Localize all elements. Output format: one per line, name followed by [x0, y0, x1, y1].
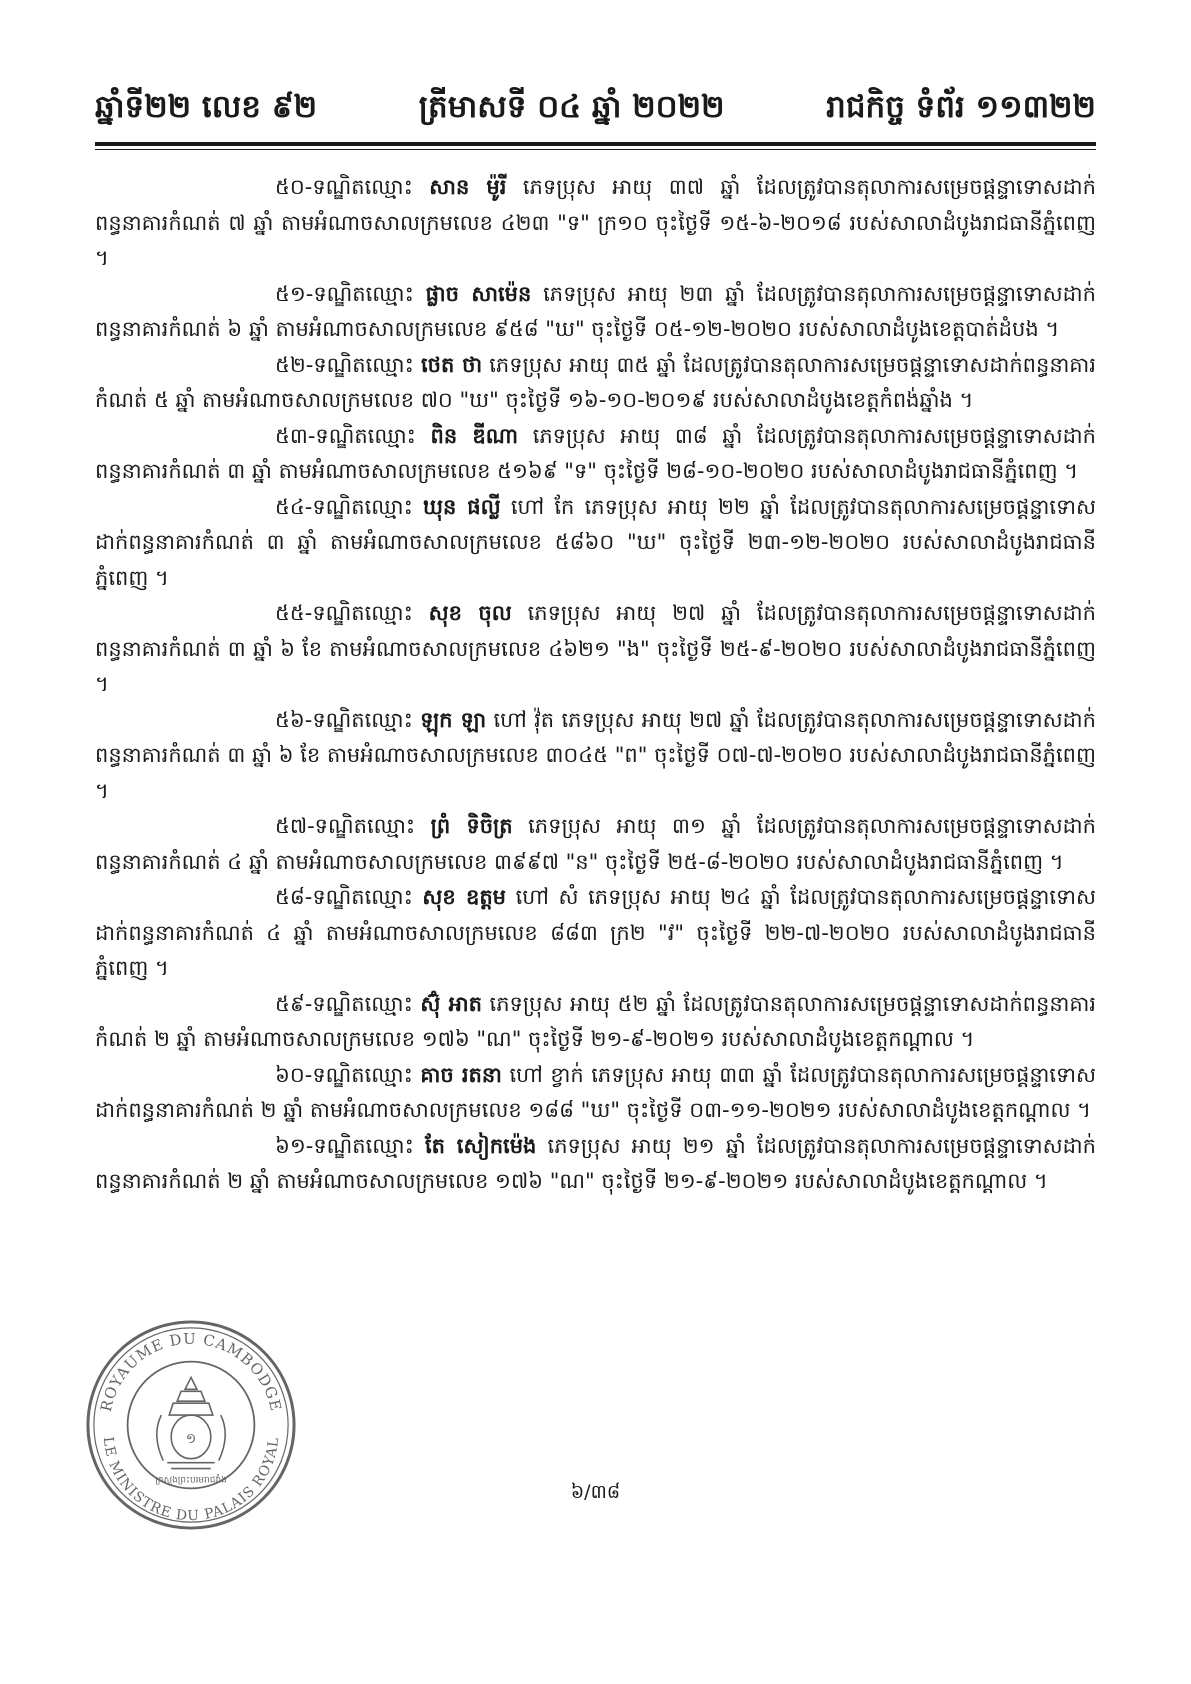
- page-number: ៦/៣៨: [570, 1481, 621, 1503]
- quarter-label: ត្រីមាសទី ០៤ ឆ្នាំ ២០២២: [418, 89, 725, 125]
- seal-top-text: ROYAUME DU CAMBODGE: [96, 1329, 286, 1414]
- document-body: [95, 170, 1096, 1200]
- gazette-page-label: រាជកិច្ច ទំព័រ ១១៣២២: [826, 89, 1096, 125]
- page-header: [95, 88, 1096, 141]
- list-item: ៥៥-ទណ្ឌិតឈ្មោះ សុខ ចុល ភេទប្រុស អាយុ ២៧ ឆ្នាំ ដែលត្រូវបានតុលាការសម្រេចផ្ដន្ទាទោសដាក់ពន្ធនាគារកំណត់ ៣ ឆ្នាំ ៦ ខែ តាមអំណាចសាលក្រមលេខ ៤៦២១ "ង" ចុះថ្ងៃទី ២៥-៩-២០២០ របស់សាលាដំបូងរាជធានីភ្នំពេញ ។: [95, 601, 1096, 696]
- royal-seal-icon: [82, 1316, 300, 1534]
- list-item: ៥៤-ទណ្ឌិតឈ្មោះ ឃុន ផល្លី ហៅ កែ ភេទប្រុស អាយុ ២២ ឆ្នាំ ដែលត្រូវបានតុលាការសម្រេចផ្ដន្ទាទោសដាក់ពន្ធនាគារកំណត់ ៣ ឆ្នាំ តាមអំណាចសាលក្រមលេខ ៥៨៦០ "ឃ" ចុះថ្ងៃទី ២៣-១២-២០២០ របស់សាលាដំបូងរាជធានីភ្នំពេញ ។: [95, 494, 1096, 590]
- seal-bottom-text: LE MINISTRE DU PALAIS ROYAL: [99, 1435, 283, 1525]
- header-rule: [95, 142, 1096, 146]
- list-item: ៦០-ទណ្ឌិតឈ្មោះ គាច រតនា ហៅ ខ្វាក់ ភេទប្រុស អាយុ ៣៣ ឆ្នាំ ដែលត្រូវបានតុលាការសម្រេចផ្ដន្ទាទោសដាក់ពន្ធនាគារកំណត់ ២ ឆ្នាំ តាមអំណាចសាលក្រមលេខ ១៨៨ "ឃ" ចុះថ្ងៃទី ០៣-១១-២០២១ របស់សាលាដំបូងខេត្តកណ្ដាល ។: [95, 1062, 1096, 1122]
- list-item: ៥៨-ទណ្ឌិតឈ្មោះ សុខ ឧត្ដម ហៅ សំ ភេទប្រុស អាយុ ២៤ ឆ្នាំ ដែលត្រូវបានតុលាការសម្រេចផ្ដន្ទាទោសដាក់ពន្ធនាគារកំណត់ ៤ ឆ្នាំ តាមអំណាចសាលក្រមលេខ ៨៨៣ ក្រ២ "វ" ចុះថ្ងៃទី ២២-៧-២០២០ របស់សាលាដំបូងរាជធានីភ្នំពេញ ។: [95, 885, 1096, 980]
- svg-text:១: ១: [185, 1430, 197, 1447]
- list-item: ៥៩-ទណ្ឌិតឈ្មោះ ស៊ុំ អាត ភេទប្រុស អាយុ ៥២ ឆ្នាំ ដែលត្រូវបានតុលាការសម្រេចផ្ដន្ទាទោសដាក់ពន្ធនាគារកំណត់ ២ ឆ្នាំ តាមអំណាចសាលក្រមលេខ ១៧៦ "ណ" ចុះថ្ងៃទី ២១-៩-២០២១ របស់សាលាដំបូងខេត្តកណ្ដាល ។: [95, 991, 1096, 1051]
- list-item: ៦១-ទណ្ឌិតឈ្មោះ តែ សៀកម៉េង ភេទប្រុស អាយុ ២១ ឆ្នាំ ដែលត្រូវបានតុលាការសម្រេចផ្ដន្ទាទោសដាក់ពន្ធនាគារកំណត់ ២ ឆ្នាំ តាមអំណាចសាលក្រមលេខ ១៧៦ "ណ" ចុះថ្ងៃទី ២១-៩-២០២១ របស់សាលាដំបូងខេត្តកណ្ដាល ។: [95, 1133, 1096, 1193]
- list-item: ៥៧-ទណ្ឌិតឈ្មោះ ព្រំ ទិចិត្រ ភេទប្រុស អាយុ ៣១ ឆ្នាំ ដែលត្រូវបានតុលាការសម្រេចផ្ដន្ទាទោសដាក់ពន្ធនាគារកំណត់ ៤ ឆ្នាំ តាមអំណាចសាលក្រមលេខ ៣៩៩៧ "ន" ចុះថ្ងៃទី ២៥-៨-២០២០ របស់សាលាដំបូងរាជធានីភ្នំពេញ ។: [95, 814, 1096, 874]
- seal-inner-text: ក្រសួងព្រះបរមរាជវាំង: [155, 1475, 227, 1486]
- list-item: ៥១-ទណ្ឌិតឈ្មោះ ផ្លាច សាម៉េន ភេទប្រុស អាយុ ២៣ ឆ្នាំ ដែលត្រូវបានតុលាការសម្រេចផ្ដន្ទាទោសដាក់ពន្ធនាគារកំណត់ ៦ ឆ្នាំ តាមអំណាចសាលក្រមលេខ ៩៥៨ "ឃ" ចុះថ្ងៃទី ០៥-១២-២០២០ របស់សាលាដំបូងខេត្តបាត់ដំបង ។: [95, 281, 1097, 341]
- list-item: ៥៦-ទណ្ឌិតឈ្មោះ ឡុក ឡា ហៅ វ៉ុត ភេទប្រុស អាយុ ២៧ ឆ្នាំ ដែលត្រូវបានតុលាការសម្រេចផ្ដន្ទាទោសដាក់ពន្ធនាគារកំណត់ ៣ ឆ្នាំ ៦ ខែ តាមអំណាចសាលក្រមលេខ ៣០៤៥ "ព" ចុះថ្ងៃទី ០៧-៧-២០២០ របស់សាលាដំបូងរាជធានីភ្នំពេញ ។: [95, 707, 1096, 803]
- list-item: ៥០-ទណ្ឌិតឈ្មោះ សាន ម៉ូរី ភេទប្រុស អាយុ ៣៧ ឆ្នាំ ដែលត្រូវបានតុលាការសម្រេចផ្ដន្ទាទោសដាក់ពន្ធនាគារកំណត់ ៧ ឆ្នាំ តាមអំណាចសាលក្រមលេខ ៤២៣ "ទ" ក្រ១០ ចុះថ្ងៃទី ១៥-៦-២០១៨ របស់សាលាដំបូងរាជធានីភ្នំពេញ ។: [95, 175, 1096, 270]
- list-item: ៥៣-ទណ្ឌិតឈ្មោះ ពិន ឌីណា ភេទប្រុស អាយុ ៣៨ ឆ្នាំ ដែលត្រូវបានតុលាការសម្រេចផ្ដន្ទាទោសដាក់ពន្ធនាគារកំណត់ ៣ ឆ្នាំ តាមអំណាចសាលក្រមលេខ ៥១៦៩ "ទ" ចុះថ្ងៃទី ២៨-១០-២០២០ របស់សាលាដំបូងរាជធានីភ្នំពេញ ។: [95, 423, 1096, 483]
- issue-label: ឆ្នាំទី២២ លេខ ៩២: [95, 89, 318, 125]
- list-item: ៥២-ទណ្ឌិតឈ្មោះ ថេត ថា ភេទប្រុស អាយុ ៣៥ ឆ្នាំ ដែលត្រូវបានតុលាការសម្រេចផ្ដន្ទាទោសដាក់ពន្ធនាគារកំណត់ ៥ ឆ្នាំ តាមអំណាចសាលក្រមលេខ ៧០ "ឃ" ចុះថ្ងៃទី ១៦-១០-២០១៩ របស់សាលាដំបូងខេត្តកំពង់ឆ្នាំង ។: [95, 352, 1096, 412]
